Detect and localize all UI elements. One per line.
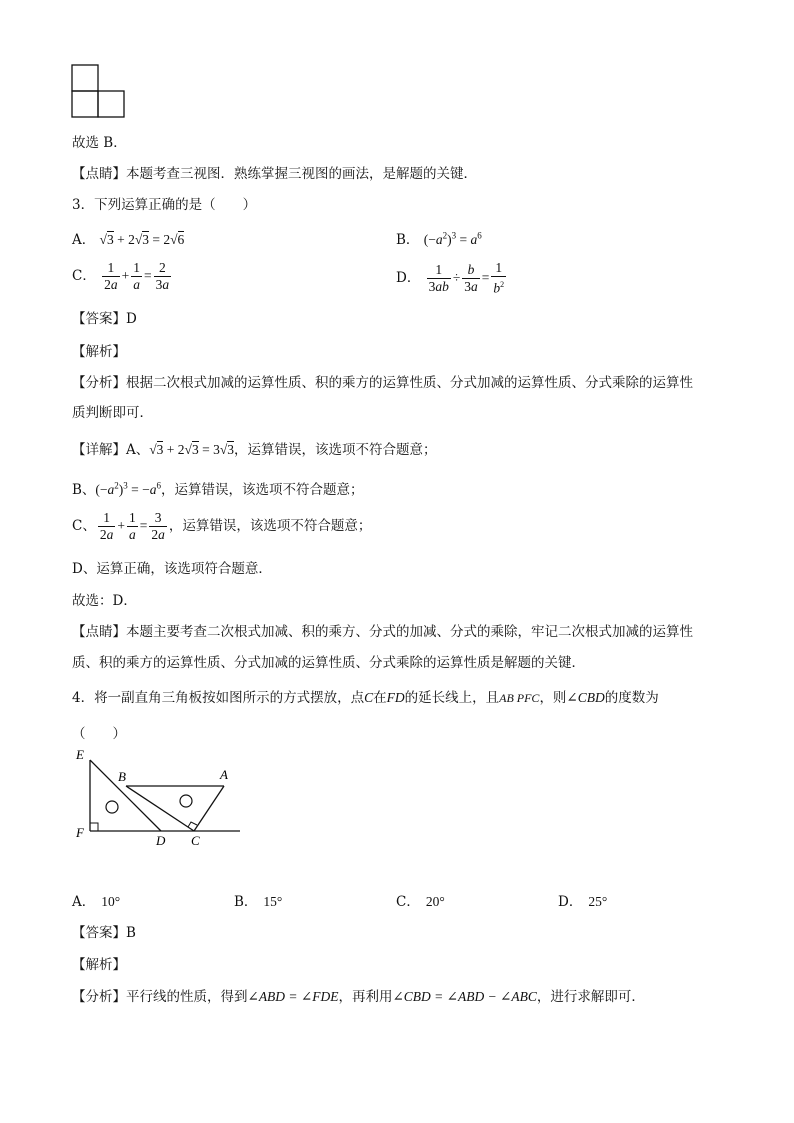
q3-fenxi-line2: 质判断即可． — [72, 405, 153, 421]
stem-part5: 的度数为 — [604, 690, 659, 706]
q3-option-b — [396, 228, 482, 248]
q4-option-d-label: D． — [558, 894, 583, 910]
label-b: B — [118, 769, 126, 784]
answer-value: D — [126, 311, 137, 327]
q4-paren: （ ） — [72, 726, 126, 742]
review-tag: 【点睛】 — [72, 166, 126, 182]
stem-part1: 4．将一副直角三角板按如图所示的方式摆放，点 — [72, 690, 365, 706]
detail-a-suffix: ，运算错误，该选项不符合题意； — [233, 442, 437, 458]
fenxi-tag: 【分析】 — [72, 375, 126, 391]
frac-1-a-detail: $\frac{1}{a}$ — [128, 510, 136, 542]
frac-1-2a-detail: $\frac{1}{2a}$ — [99, 510, 114, 542]
q4-option-c-value: 20° — [425, 894, 445, 909]
q4-fenxi-eq2: CBD = ∠ABD − ∠ABC — [403, 989, 537, 1004]
frac-1-2a: $\frac{1}{2a}$ — [104, 260, 118, 292]
q3-conclusion: 故选：D． — [72, 593, 137, 609]
q4-option-c-label: C． — [396, 894, 420, 910]
q4-fenxi-eq1: ABD = ∠FDE — [258, 989, 339, 1004]
q3-option-a — [72, 228, 184, 248]
frac-3-2a-detail: $\frac{3}{2a}$ — [151, 510, 165, 542]
q3-stem: 3．下列运算正确的是（ ） — [72, 197, 257, 213]
q4-option-a-label: A． — [72, 894, 96, 910]
label-e: E — [76, 747, 84, 762]
q4-answer-tag: 【答案】 — [72, 925, 126, 941]
q4-fenxi-text1: 平行线的性质，得到∠ — [126, 989, 259, 1005]
q3-analysis-tag: 【解析】 — [72, 344, 126, 360]
q3-fenxi-line1 — [72, 371, 693, 391]
q4-option-a-value: 10° — [101, 894, 121, 909]
frac-1-a: $\frac{1}{a}$ — [133, 260, 141, 292]
q4-option-a — [72, 890, 120, 910]
q2-conclusion: 故选 B． — [72, 135, 127, 151]
q3-answer — [72, 307, 137, 327]
three-view-figure — [71, 64, 127, 120]
q3-detail-d: D、运算正确，该选项符合题意． — [72, 561, 272, 577]
q3-option-d: D． $\frac{1}{3ab}$ ÷ $\frac{b}{3a}$ = $\frac{1}{b^2}$ — [396, 260, 505, 296]
label-c: C — [191, 833, 200, 848]
stem-part2: 在 — [373, 690, 387, 706]
q4-stem — [72, 686, 659, 706]
q4-option-c — [396, 890, 445, 910]
detail-b-suffix: ，运算错误，该选项不符合题意； — [161, 482, 364, 498]
q2-review — [72, 162, 477, 182]
q4-triangle-figure — [70, 745, 245, 850]
stem-parallel: AB PFC — [499, 691, 540, 705]
q4-analysis-tag: 【解析】 — [72, 957, 126, 973]
detail-a-expr: √3 + 2√3 = 3√3 — [149, 442, 234, 457]
q3-option-c: C． $\frac{1}{2a}$ + $\frac{1}{a}$ = $\frac{2}{3a}$ — [72, 260, 170, 292]
option-a-label: A． — [72, 232, 96, 248]
stem-angle: CBD — [577, 690, 605, 705]
q3-review-line2: 质、积的乘方的运算性质、分式加减的运算性质、分式乘除的运算性质是解题的关键． — [72, 655, 585, 671]
frac-2-3a: $\frac{2}{3a}$ — [155, 260, 170, 292]
answer-tag: 【答案】 — [72, 311, 126, 327]
label-f: F — [76, 825, 84, 840]
stem-part3: 的延长线上，且 — [404, 690, 500, 706]
stem-line-fd: FD — [386, 690, 405, 705]
detail-b-prefix: B、 — [72, 482, 96, 498]
q3-detail-a — [72, 438, 436, 458]
option-a-expr: √3 + 2√3 = 2√6 — [99, 232, 185, 247]
detail-c-suffix: ，运算错误，该选项不符合题意； — [168, 518, 372, 534]
detail-tag: 【详解】 — [72, 442, 126, 458]
q4-fenxi-tag: 【分析】 — [72, 989, 126, 1005]
frac-1-b2: $\frac{1}{b^2}$ — [493, 260, 505, 296]
detail-a-prefix: A、 — [126, 442, 150, 458]
option-b-label: B． — [396, 232, 420, 248]
q3-review-line1 — [72, 620, 693, 640]
review-tag-q3: 【点睛】 — [72, 624, 126, 640]
q4-option-d — [558, 890, 607, 910]
q4-answer-value: B — [126, 925, 136, 941]
label-d: D — [156, 833, 166, 848]
q4-option-b-label: B． — [234, 894, 258, 910]
label-a: A — [220, 767, 228, 782]
review-text: 本题考查三视图．熟练掌握三视图的画法，是解题的关键． — [126, 166, 477, 182]
q3-detail-b — [72, 478, 364, 498]
q4-answer — [72, 921, 136, 941]
frac-b-3a: $\frac{b}{3a}$ — [464, 261, 478, 294]
stem-point-c: C — [364, 690, 374, 705]
q4-fenxi-text2: ，再利用∠ — [338, 989, 404, 1005]
fenxi-text: 根据二次根式加减的运算性质、积的乘方的运算性质、分式加减的运算性质、分式乘除的运算性 — [126, 375, 693, 391]
frac-1-3ab: $\frac{1}{3ab}$ — [428, 261, 449, 294]
q3-detail-c: C、 $\frac{1}{2a}$ + $\frac{1}{a}$ = $\frac{3}{2a}$ ，运算错误，该选项不符合题意； — [72, 510, 372, 542]
q4-option-b-value: 15° — [263, 894, 283, 909]
option-d-label: D． — [396, 269, 421, 286]
detail-c-prefix: C、 — [72, 518, 96, 534]
q4-fenxi — [72, 985, 645, 1005]
review-text-q3: 本题主要考查二次根式加减、积的乘方、分式的加减、分式的乘除，牢记二次根式加减的运算性 — [126, 624, 693, 640]
option-b-expr: $(-a^2)^3 = a^6$ — [423, 230, 482, 247]
option-c-label: C． — [72, 268, 96, 284]
q4-fenxi-text3: ，进行求解即可． — [536, 989, 645, 1005]
stem-part4: ，则∠ — [539, 690, 578, 706]
detail-b-expr: $(-a^2)^3 = -a^6$ — [95, 480, 162, 497]
q4-option-d-value: 25° — [588, 894, 608, 909]
q4-option-b — [234, 890, 282, 910]
